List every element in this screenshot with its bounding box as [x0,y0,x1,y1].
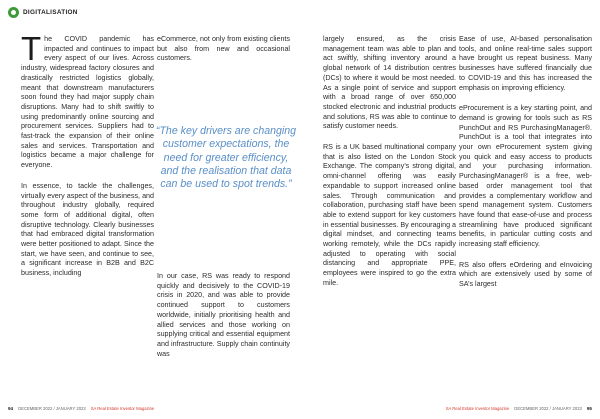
circle-logo-icon [8,7,19,18]
body-paragraph: In essence, to tackle the challenges, virtually every aspect of the business, and throughout industry globally, required some form of additional digital, often disruptive technology. Clearly businesses that had embraced digital transformation were better positioned to adapt. Since the start, we have seen, and continue to see, a significant increase in B2B and B2C business, including [21,181,154,278]
body-paragraph: Ease of use, AI-based personalisation tools, and online real-time sales support have brought us repeat business. Many businesses have suffered financially due to COVID-19 and this has increased the emphasis on improving efficiency. [459,35,592,92]
issue-date: DECEMBER 2022 / JANUARY 2023 [514,406,582,411]
page-number: 95 [586,406,592,411]
footer-left [8,406,154,411]
column-2-bottom [157,272,290,359]
body-paragraph: eProcurement is a key starting point, and demand is growing for tools such as RS PunchOut and RS PurchasingManager®. PunchOut is a tool that integrates into your own eProcurement system giving you quick and easy access to products and your purchasing information. PurchasingManager® is a free, web-based order management tool that provides a complementary workflow and spend management system. Customers have found that ease-of-use and process streamlining have produced significant benefits, in particular cutting costs and increasing staff efficiency. [459,104,592,249]
body-paragraph: In our case, RS was ready to respond quickly and decisively to the COVID-19 crisis in 2020, and was able to provide continued support to customers worldwide, initially prioritising health and allied services and those working on supplying critical and essential equipment and infrastructure. Supply chain continuity was [157,272,290,358]
page-number: 94 [8,406,14,411]
magazine-name: SA Real Estate Investor Magazine [90,406,155,411]
body-paragraph: largely ensured, as the crisis management team was able to plan and act swiftly, shifting inventory around a global network of 14 distribution centres (DCs) to where it would be most needed. As a single point of service and support with a broad range of over 650,000 stocked electronic and industrial products and solutions, RS was able to continue to satisfy customer needs. [323,35,456,131]
column-1 [21,30,154,279]
column-4 [459,35,592,290]
issue-date: DECEMBER 2022 / JANUARY 2023 [18,406,86,411]
body-paragraph: eCommerce, not only from existing clients but also from new and occasional customers. [157,35,290,63]
footer-right [446,406,592,411]
intro-paragraph: The COVID pandemic has impacted and continues to impact every aspect of our lives. Across industry, widespread factory closures and drastically restricted logistics globally, meant that downstream manufacturers soon found they had major supply chain disruptions. Many had to shift swiftly to using predominantly online sourcing and procurement services. Suppliers had to fast-track the expansion of their online sales and services. Transportation and logistics became a major challenge for everyone. [21,30,154,170]
pull-quote: “The key drivers are changing customer expectations, the need for greater efficiency, and the realisation that data can be used to spot trends.” [155,125,297,191]
body-paragraph: RS also offers eOrdering and eInvoicing which are extensively used by some of SA’s largest [459,260,592,289]
column-3 [323,35,456,289]
section-header [8,6,78,18]
magazine-name: SA Real Estate Investor Magazine [445,406,510,411]
section-title: DIGITALISATION [23,8,78,16]
body-paragraph: RS is a UK based multinational company that is also listed on the London Stock Exchange. The company’s strong digital, omni-channel offering was easily expandable to support increased online sales. Through communication and collaboration, purchasing staff have been able to extend support for key customers in essential businesses. By encouraging a digital mindset, and connecting teams working remotely, while the DCs rapidly adjusted to operating with social distancing and appropriate PPE, employees were inspired to go the extra mile. [323,143,456,287]
column-2 [157,35,290,64]
